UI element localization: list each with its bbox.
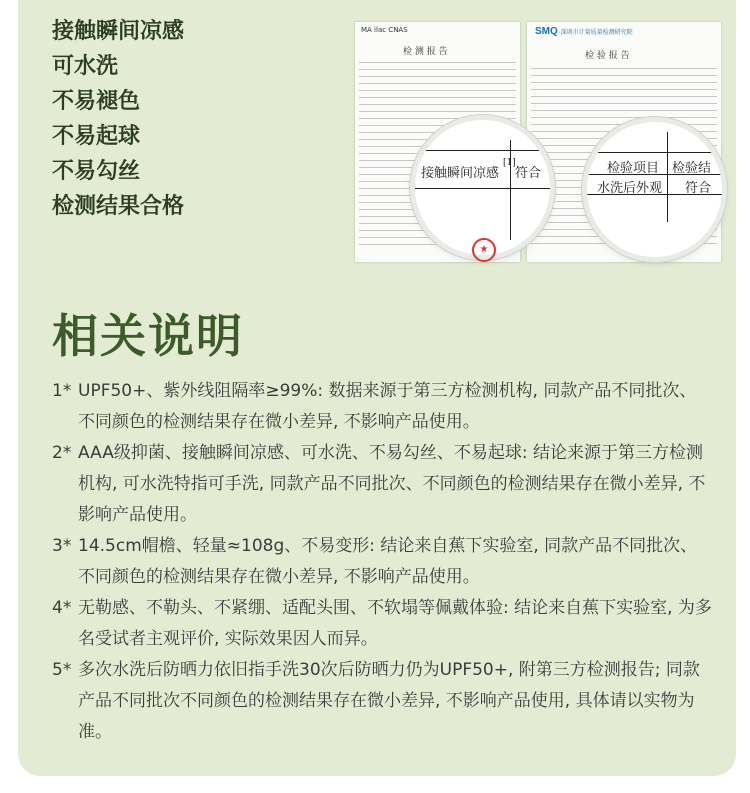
notes-list — [52, 376, 712, 748]
magnifier-wash-result — [587, 122, 722, 257]
note-number: 2* — [52, 443, 72, 463]
report-title: 检 测 报 告 — [403, 47, 448, 57]
feature-item: 可水洗 — [52, 54, 119, 79]
note-text: 14.5cm帽檐、轻量≈108g、不易变形: 结论来自蕉下实验室, 同款产品不同批次、不同颜色的检测结果存在微小差异, 不影响产品使用。 — [78, 536, 698, 587]
test-item-label: 水洗后外观 — [597, 181, 663, 196]
footnote-marker: [1] — [503, 158, 516, 168]
note-number: 3* — [52, 536, 72, 556]
note-text: UPF50+、紫外线阻隔率≥99%: 数据来源于第三方检测机构, 同款产品不同批次、不同颜色的检测结果存在微小差异, 不影响产品使用。 — [78, 381, 697, 432]
note-item — [52, 438, 712, 531]
certification-logos: MA ilac CNAS — [361, 26, 408, 34]
column-header: 检验结 — [672, 161, 712, 176]
note-item — [52, 593, 712, 655]
magnifier-cooling-result — [415, 120, 550, 255]
note-text: 无勒感、不勒头、不紧绷、适配头围、不软塌等佩戴体验: 结论来自蕉下实验室, 为多名受试者主观评价, 实际效果因人而异。 — [78, 598, 712, 649]
report-title: 检 验 报 告 — [585, 51, 630, 61]
note-item — [52, 655, 712, 748]
note-number: 5* — [52, 660, 72, 680]
feature-list — [52, 14, 184, 224]
note-item — [52, 531, 712, 593]
feature-item: 检测结果合格 — [52, 194, 185, 219]
column-header: 检验项目 — [607, 161, 660, 176]
test-item-label: 接触瞬间凉感 — [421, 166, 500, 181]
note-number: 4* — [52, 598, 72, 618]
note-item — [52, 376, 712, 438]
test-result: 符合 — [515, 166, 542, 181]
test-result: 符合 — [685, 181, 712, 196]
feature-item: 不易褪色 — [52, 89, 141, 114]
note-text: AAA级抑菌、接触瞬间凉感、可水洗、不易勾丝、不易起球: 结论来源于第三方检测机构, 可水洗特指可手洗, 同款产品不同批次、不同颜色的检测结果存在微小差异, 不影响产品使用。 — [78, 443, 706, 525]
red-seal-stamp: ★ — [472, 238, 496, 262]
feature-item: 接触瞬间凉感 — [52, 19, 185, 44]
smq-logo: SMQ 深圳市计量质量检测研究院 — [535, 26, 633, 37]
note-number: 1* — [52, 381, 72, 401]
note-text: 多次水洗后防晒力依旧指手洗30次后防晒力仍为UPF50+, 附第三方检测报告; 同款产品不同批次不同颜色的检测结果存在微小差异, 不影响产品使用, 具体请以实物为准。 — [78, 660, 700, 742]
feature-item: 不易勾丝 — [52, 159, 141, 184]
feature-item: 不易起球 — [52, 124, 141, 149]
section-title: 相关说明 — [52, 309, 244, 363]
